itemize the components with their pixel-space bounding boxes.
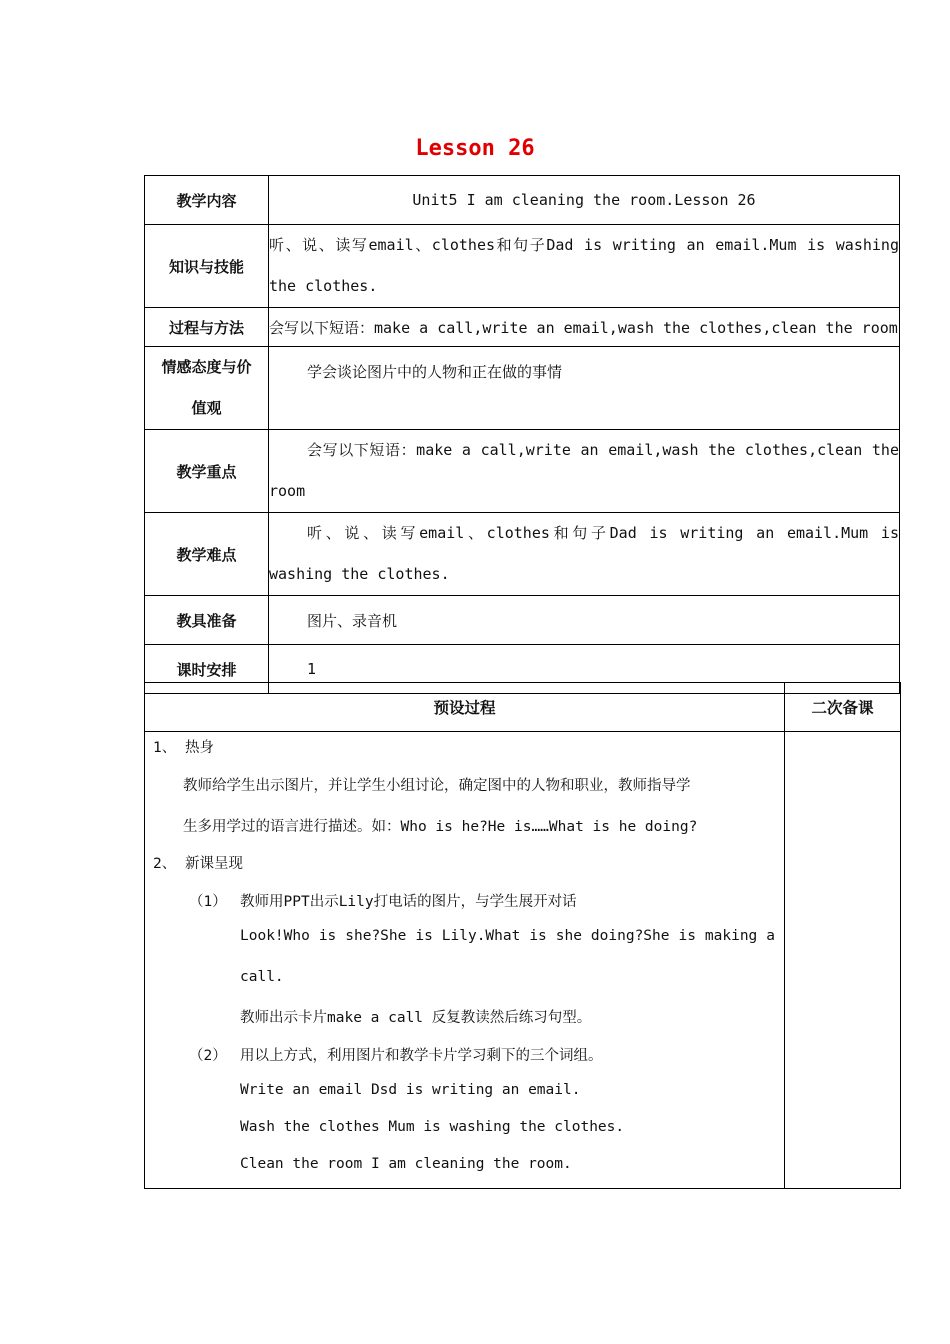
row-label: 知识与技能	[145, 225, 269, 308]
process-line: Wash the clothes Mum is washing the clothes.	[240, 1119, 625, 1135]
row-value: 会写以下短语：make a call,write an email,wash the clothes,clean the room	[269, 430, 900, 513]
process-body-row	[145, 732, 901, 1189]
process-line: 教师出示卡片make a call 反复教读然后练习句型。	[240, 1010, 592, 1026]
process-header: 预设过程	[145, 683, 785, 732]
process-line: Write an email Dsd is writing an email.	[240, 1082, 581, 1098]
process-line: 2、 新课呈现	[153, 856, 243, 872]
table-row	[145, 308, 900, 347]
process-line: Clean the room I am cleaning the room.	[240, 1156, 572, 1172]
table-row	[145, 430, 900, 513]
process-line: 用以上方式，利用图片和教学卡片学习剩下的三个词组。	[240, 1048, 603, 1064]
row-label: 过程与方法	[145, 308, 269, 347]
table-row	[145, 176, 900, 225]
row-value: 学会谈论图片中的人物和正在做的事情	[269, 347, 900, 430]
row-label: 教学难点	[145, 513, 269, 596]
process-header-row	[145, 683, 901, 732]
process-table	[144, 682, 901, 1189]
row-label: 课时安排	[145, 645, 269, 694]
process-line: 教师用PPT出示Lily打电话的图片，与学生展开对话	[240, 894, 577, 910]
revision-notes-cell	[785, 732, 901, 1189]
lesson-info-table	[144, 175, 900, 694]
process-line: 教师给学生出示图片，并让学生小组讨论，确定图中的人物和职业，教师指导学	[183, 778, 691, 794]
row-label: 情感态度与价值观	[145, 347, 269, 430]
row-value: 1	[269, 645, 900, 694]
row-value: 会写以下短语：make a call,write an email,wash the clothes,clean the room	[269, 308, 900, 347]
row-value: 听、说、读写email、clothes和句子Dad is writing an email.Mum is washing the clothes.	[269, 513, 900, 596]
process-line: （2）	[189, 1048, 227, 1064]
table-row	[145, 347, 900, 430]
row-value: 听、说、读写email、clothes和句子Dad is writing an email.Mum is washing the clothes.	[269, 225, 900, 308]
process-body	[145, 732, 785, 1189]
table-row	[145, 225, 900, 308]
row-value: 图片、录音机	[269, 596, 900, 645]
page-title: Lesson 26	[415, 136, 535, 161]
process-line: Look!Who is she?She is Lily.What is she doing?She is making a	[240, 928, 775, 944]
process-line: call.	[240, 969, 284, 985]
process-line: 生多用学过的语言进行描述。如：Who is he?He is……What is he doing?	[183, 819, 698, 835]
row-value: Unit5 I am cleaning the room.Lesson 26	[269, 176, 900, 225]
process-line: （1）	[189, 894, 227, 910]
process-line: 1、 热身	[153, 740, 214, 756]
revision-header: 二次备课	[785, 683, 901, 732]
row-label: 教学重点	[145, 430, 269, 513]
row-label: 教学内容	[145, 176, 269, 225]
table-row	[145, 596, 900, 645]
row-label: 教具准备	[145, 596, 269, 645]
table-row	[145, 513, 900, 596]
